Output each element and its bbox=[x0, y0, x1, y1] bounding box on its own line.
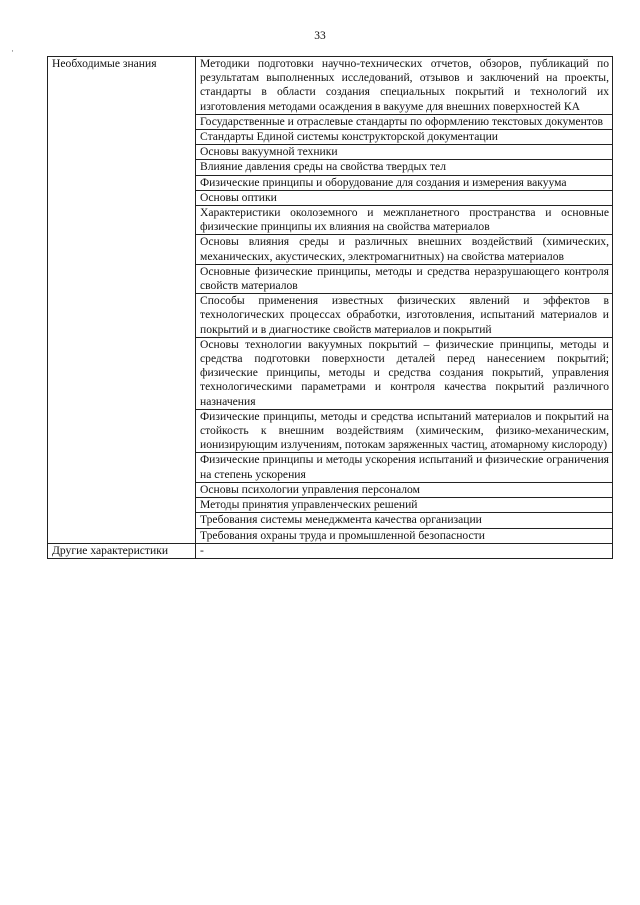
knowledge-item: Основы оптики bbox=[196, 190, 613, 205]
requirements-table-body bbox=[48, 57, 613, 559]
requirements-table bbox=[47, 56, 613, 559]
knowledge-item: Основы влияния среды и различных внешних воздействий (химических, механических, акустических, электромагнитных) на свойства материалов bbox=[196, 235, 613, 264]
knowledge-item: Основы вакуумной техники bbox=[196, 145, 613, 160]
knowledge-item: Требования охраны труда и промышленной безопасности bbox=[196, 528, 613, 543]
table-row bbox=[48, 57, 613, 115]
knowledge-item: Методики подготовки научно-технических отчетов, обзоров, публикаций по результатам выполненных исследований, отзывов и заключений на проекты, стандарты в области создания специальных покрытий и технологий их изготовления методами осаждения в вакууме для внешних поверхностей КА bbox=[196, 57, 613, 115]
knowledge-item: Стандарты Единой системы конструкторской документации bbox=[196, 130, 613, 145]
knowledge-item: Физические принципы и методы ускорения испытаний и физические ограничения на степень ускорения bbox=[196, 453, 613, 482]
margin-mark: · bbox=[11, 46, 14, 56]
knowledge-item: Требования системы менеджмента качества организации bbox=[196, 513, 613, 528]
knowledge-item: Физические принципы, методы и средства испытаний материалов и покрытий на стойкость к внешним воздействиям (химическим, физико-механическим, ионизирующим излучениям, потокам заряженных частиц, атомарному кислороду) bbox=[196, 409, 613, 453]
required-knowledge-label: Необходимые знания bbox=[48, 57, 196, 544]
knowledge-item: Способы применения известных физических явлений и эффектов в технологических процессах обработки, изготовления, испытаний материалов и покрытий и в диагностике свойств материалов и покрытий bbox=[196, 294, 613, 338]
knowledge-item: Основы технологии вакуумных покрытий – физические принципы, методы и средства подготовки поверхности деталей перед нанесением покрытий; физические принципы, методы и средства создания покрытий, управления технологическими параметрами и контроля качества покрытий различного назначения bbox=[196, 337, 613, 409]
table-row bbox=[48, 543, 613, 558]
knowledge-item: Основные физические принципы, методы и средства неразрушающего контроля свойств материалов bbox=[196, 264, 613, 293]
knowledge-item: Методы принятия управленческих решений bbox=[196, 498, 613, 513]
knowledge-item: Основы психологии управления персоналом bbox=[196, 482, 613, 497]
page-number: 33 bbox=[314, 30, 326, 42]
other-characteristics-value: - bbox=[196, 543, 613, 558]
knowledge-item: Физические принципы и оборудование для создания и измерения вакуума bbox=[196, 175, 613, 190]
knowledge-item: Характеристики околоземного и межпланетного пространства и основные физические принципы их влияния на свойства материалов bbox=[196, 206, 613, 235]
knowledge-item: Влияние давления среды на свойства твердых тел bbox=[196, 160, 613, 175]
other-characteristics-label: Другие характеристики bbox=[48, 543, 196, 558]
knowledge-item: Государственные и отраслевые стандарты по оформлению текстовых документов bbox=[196, 114, 613, 129]
